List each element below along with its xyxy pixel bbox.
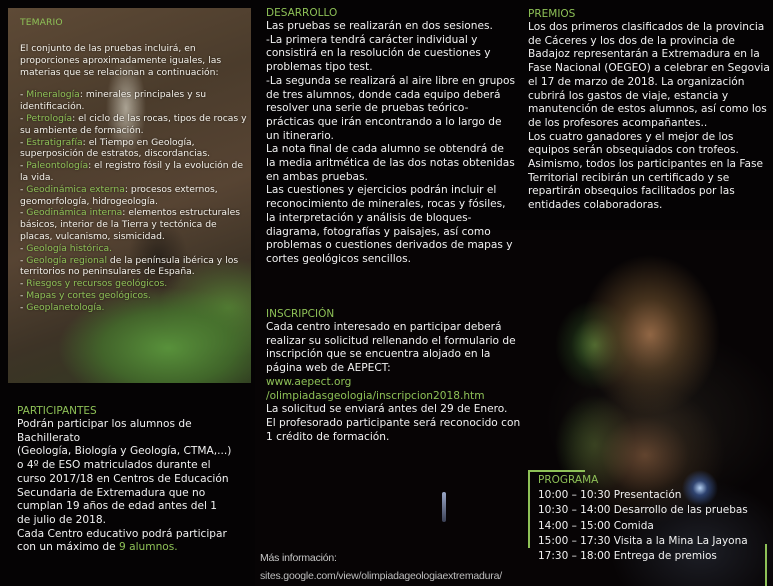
mas-info-section xyxy=(260,549,502,585)
desarrollo-paragraph: La nota final de cada alumno se obtendrá de la media aritmética de las dos notas obtenidas en ambas pruebas. xyxy=(266,143,515,183)
temario-item xyxy=(20,278,247,290)
temario-title: TEMARIO xyxy=(20,17,63,28)
premios-paragraph: Los dos primeros clasificados de la provincia de Cáceres y los dos de la provincia de Badajoz representarán a Extremadura en la Fase Nacional (OEGEO) a celebrar en Segovia el 17 de marzo de 2018. La organización cubrirá los gastos de viaje, estancia y manutención de estos alumnos, así como los de los profesores acompañantes.. xyxy=(528,21,770,129)
schedule-item xyxy=(538,549,773,564)
item-prefix: - xyxy=(20,207,27,219)
participantes-line: de julio de 2018. xyxy=(17,513,106,526)
schedule-activity: Presentación xyxy=(613,489,682,501)
premios-title: PREMIOS xyxy=(528,8,576,20)
item-prefix: - xyxy=(20,289,27,301)
premios-section xyxy=(528,8,773,213)
desarrollo-paragraph: Las cuestiones y ejercicios podrán incluir el reconocimiento de minerales, rocas y fósiles, la interpretación y análisis de bloques-diagrama, fotografías y paisajes, así como problemas o cuestiones derivados de mapas y cortes geológicos sencillos. xyxy=(266,184,513,265)
topic-description: : procesos externos, geomorfología, hidrogeología. xyxy=(20,183,218,207)
inscripcion-text: Cada centro interesado en participar deberá realizar su solicitud rellenando el formulario de inscripción que se encuentra alojado en la página web de AEPECT: xyxy=(266,321,516,375)
temario-item xyxy=(20,290,247,302)
schedule-time: 10:00 – 10:30 xyxy=(538,489,611,501)
topic-name: Mineralogía xyxy=(26,89,80,101)
participantes-line: cumplan 19 años de edad antes del 1 xyxy=(17,500,218,513)
temario-item xyxy=(20,207,247,242)
temario-item xyxy=(20,243,247,255)
item-prefix: - xyxy=(20,301,27,313)
participantes-line: curso 2017/18 en Centros de Educación xyxy=(17,472,229,485)
participantes-line: Secundaria de Extremadura que no xyxy=(17,486,206,499)
schedule-activity: Desarrollo de las pruebas xyxy=(613,504,748,517)
caver-figure xyxy=(442,492,446,522)
temario-item xyxy=(20,89,247,113)
inscripcion-title: INSCRIPCIÓN xyxy=(266,308,335,320)
participantes-line: o 4º de ESO matriculados durante el xyxy=(17,459,211,472)
schedule-activity: Comida xyxy=(613,519,654,532)
temario-item xyxy=(20,113,247,137)
topic-name: Riesgos y recursos geológicos. xyxy=(26,278,168,290)
link-path: /olimpiadasgeologia/inscripcion2018.htm xyxy=(266,389,485,402)
participantes-last-line xyxy=(17,541,249,555)
max-students-highlight: 9 alumnos. xyxy=(119,541,178,554)
item-prefix: - xyxy=(20,160,27,172)
participantes-title: PARTICIPANTES xyxy=(17,405,97,417)
link-domain: www.aepect.org xyxy=(266,375,352,388)
programa-content xyxy=(538,474,773,564)
topic-name: Estratigrafía xyxy=(26,136,83,148)
schedule-time: 15:00 – 17:30 xyxy=(538,534,611,547)
participantes-line: Podrán participar los alumnos de xyxy=(17,418,192,430)
item-prefix: - xyxy=(20,254,27,266)
temario-item xyxy=(20,255,247,279)
desarrollo-title: DESARROLLO xyxy=(266,7,338,19)
schedule-activity: Visita a la Mina La Jayona xyxy=(613,534,748,547)
topic-description: : elementos estructurales básicos, interior de la Tierra y tectónica de placas, vulcanismo, sismicidad. xyxy=(20,207,241,242)
mas-info-url-link[interactable]: sites.google.com/view/olimpiadageologiaextremadura/ xyxy=(260,570,502,582)
desarrollo-paragraph: -La primera tendrá carácter individual y consistirá en la resolución de cuestiones y problemas tipo test. xyxy=(266,33,491,74)
temario-item xyxy=(20,137,247,161)
topic-name: Geología histórica. xyxy=(26,242,113,254)
item-prefix: - xyxy=(20,89,27,101)
inscripcion-credit: El profesorado participante será reconocido con 1 crédito de formación. xyxy=(266,416,521,443)
premios-paragraph: Los cuatro ganadores y el mejor de los equipos serán obsequiados con trofeos. Asimismo, todos los participantes en la Fase Territorial recibirán un certificado y se repartirán obsequios facilitados por las entidades colaboradoras. xyxy=(528,130,764,212)
temario-item xyxy=(20,302,247,314)
item-prefix: - xyxy=(20,183,27,195)
schedule-item xyxy=(538,519,773,534)
item-prefix: - xyxy=(20,278,27,290)
desarrollo-paragraph: Las pruebas se realizarán en dos sesiones. xyxy=(266,20,493,32)
participantes-line: (Geología, Biología y Geología, CTMA,...) xyxy=(17,445,232,458)
topic-description: : el ciclo de las rocas, tipos de rocas y su ambiente de formación. xyxy=(20,112,247,136)
schedule-time: 17:30 – 18:00 xyxy=(538,550,611,563)
topic-name: Petrología xyxy=(26,112,73,124)
aepect-link[interactable] xyxy=(266,376,521,403)
schedule-item xyxy=(538,503,773,518)
schedule-item xyxy=(538,534,773,549)
schedule-activity: Entrega de premios xyxy=(613,550,717,563)
inscripcion-deadline: La solicitud se enviará antes del 29 de Enero. xyxy=(266,403,508,416)
temario-intro: El conjunto de las pruebas incluirá, en proporciones aproximadamente iguales, las materias que se relacionan a continuación: xyxy=(20,43,222,78)
topic-name: Geodinámica interna xyxy=(26,207,123,219)
topic-name: Geodinámica externa xyxy=(26,183,125,195)
schedule-time: 10:30 – 14:00 xyxy=(538,504,611,517)
programa-title: PROGRAMA xyxy=(538,474,599,486)
topic-description: : minerales principales y su identificación. xyxy=(20,89,207,113)
topic-name: Paleontología xyxy=(26,160,89,172)
temario-list xyxy=(20,89,251,313)
topic-description: de la península ibérica y los territorios no peninsulares de España. xyxy=(20,254,239,278)
topic-name: Mapas y cortes geológicos. xyxy=(26,289,151,301)
topic-name: Geología regional xyxy=(26,254,107,266)
temario-section xyxy=(8,8,251,383)
participantes-section xyxy=(17,405,249,555)
temario-item xyxy=(20,160,247,184)
topic-name: Geoplanetología. xyxy=(26,301,105,313)
mas-info-label: Más información: xyxy=(260,552,337,564)
item-prefix: - xyxy=(20,136,27,148)
topic-description: : el registro fósil y la evolución de la vida. xyxy=(20,160,244,183)
programa-section xyxy=(528,470,773,586)
item-prefix: - xyxy=(20,242,27,254)
participantes-line: Cada Centro educativo podrá participar xyxy=(17,527,227,540)
temario-item xyxy=(20,184,247,208)
topic-description: : el Tiempo en Geología, superposición de estratos, discordancias. xyxy=(20,136,211,160)
item-prefix: - xyxy=(20,112,27,124)
schedule-time: 14:00 – 15:00 xyxy=(538,519,611,532)
max-prefix: con un máximo de xyxy=(17,541,119,554)
schedule-item xyxy=(538,488,773,503)
desarrollo-paragraph: -La segunda se realizará al aire libre en grupos de tres alumnos, donde cada equipo deberá resolver una serie de pruebas teórico-prácticas que irán encontrando a lo largo de un itinerario. xyxy=(266,74,516,142)
desarrollo-section xyxy=(266,7,516,267)
participantes-line: Bachillerato xyxy=(17,431,81,444)
inscripcion-section xyxy=(266,308,521,444)
